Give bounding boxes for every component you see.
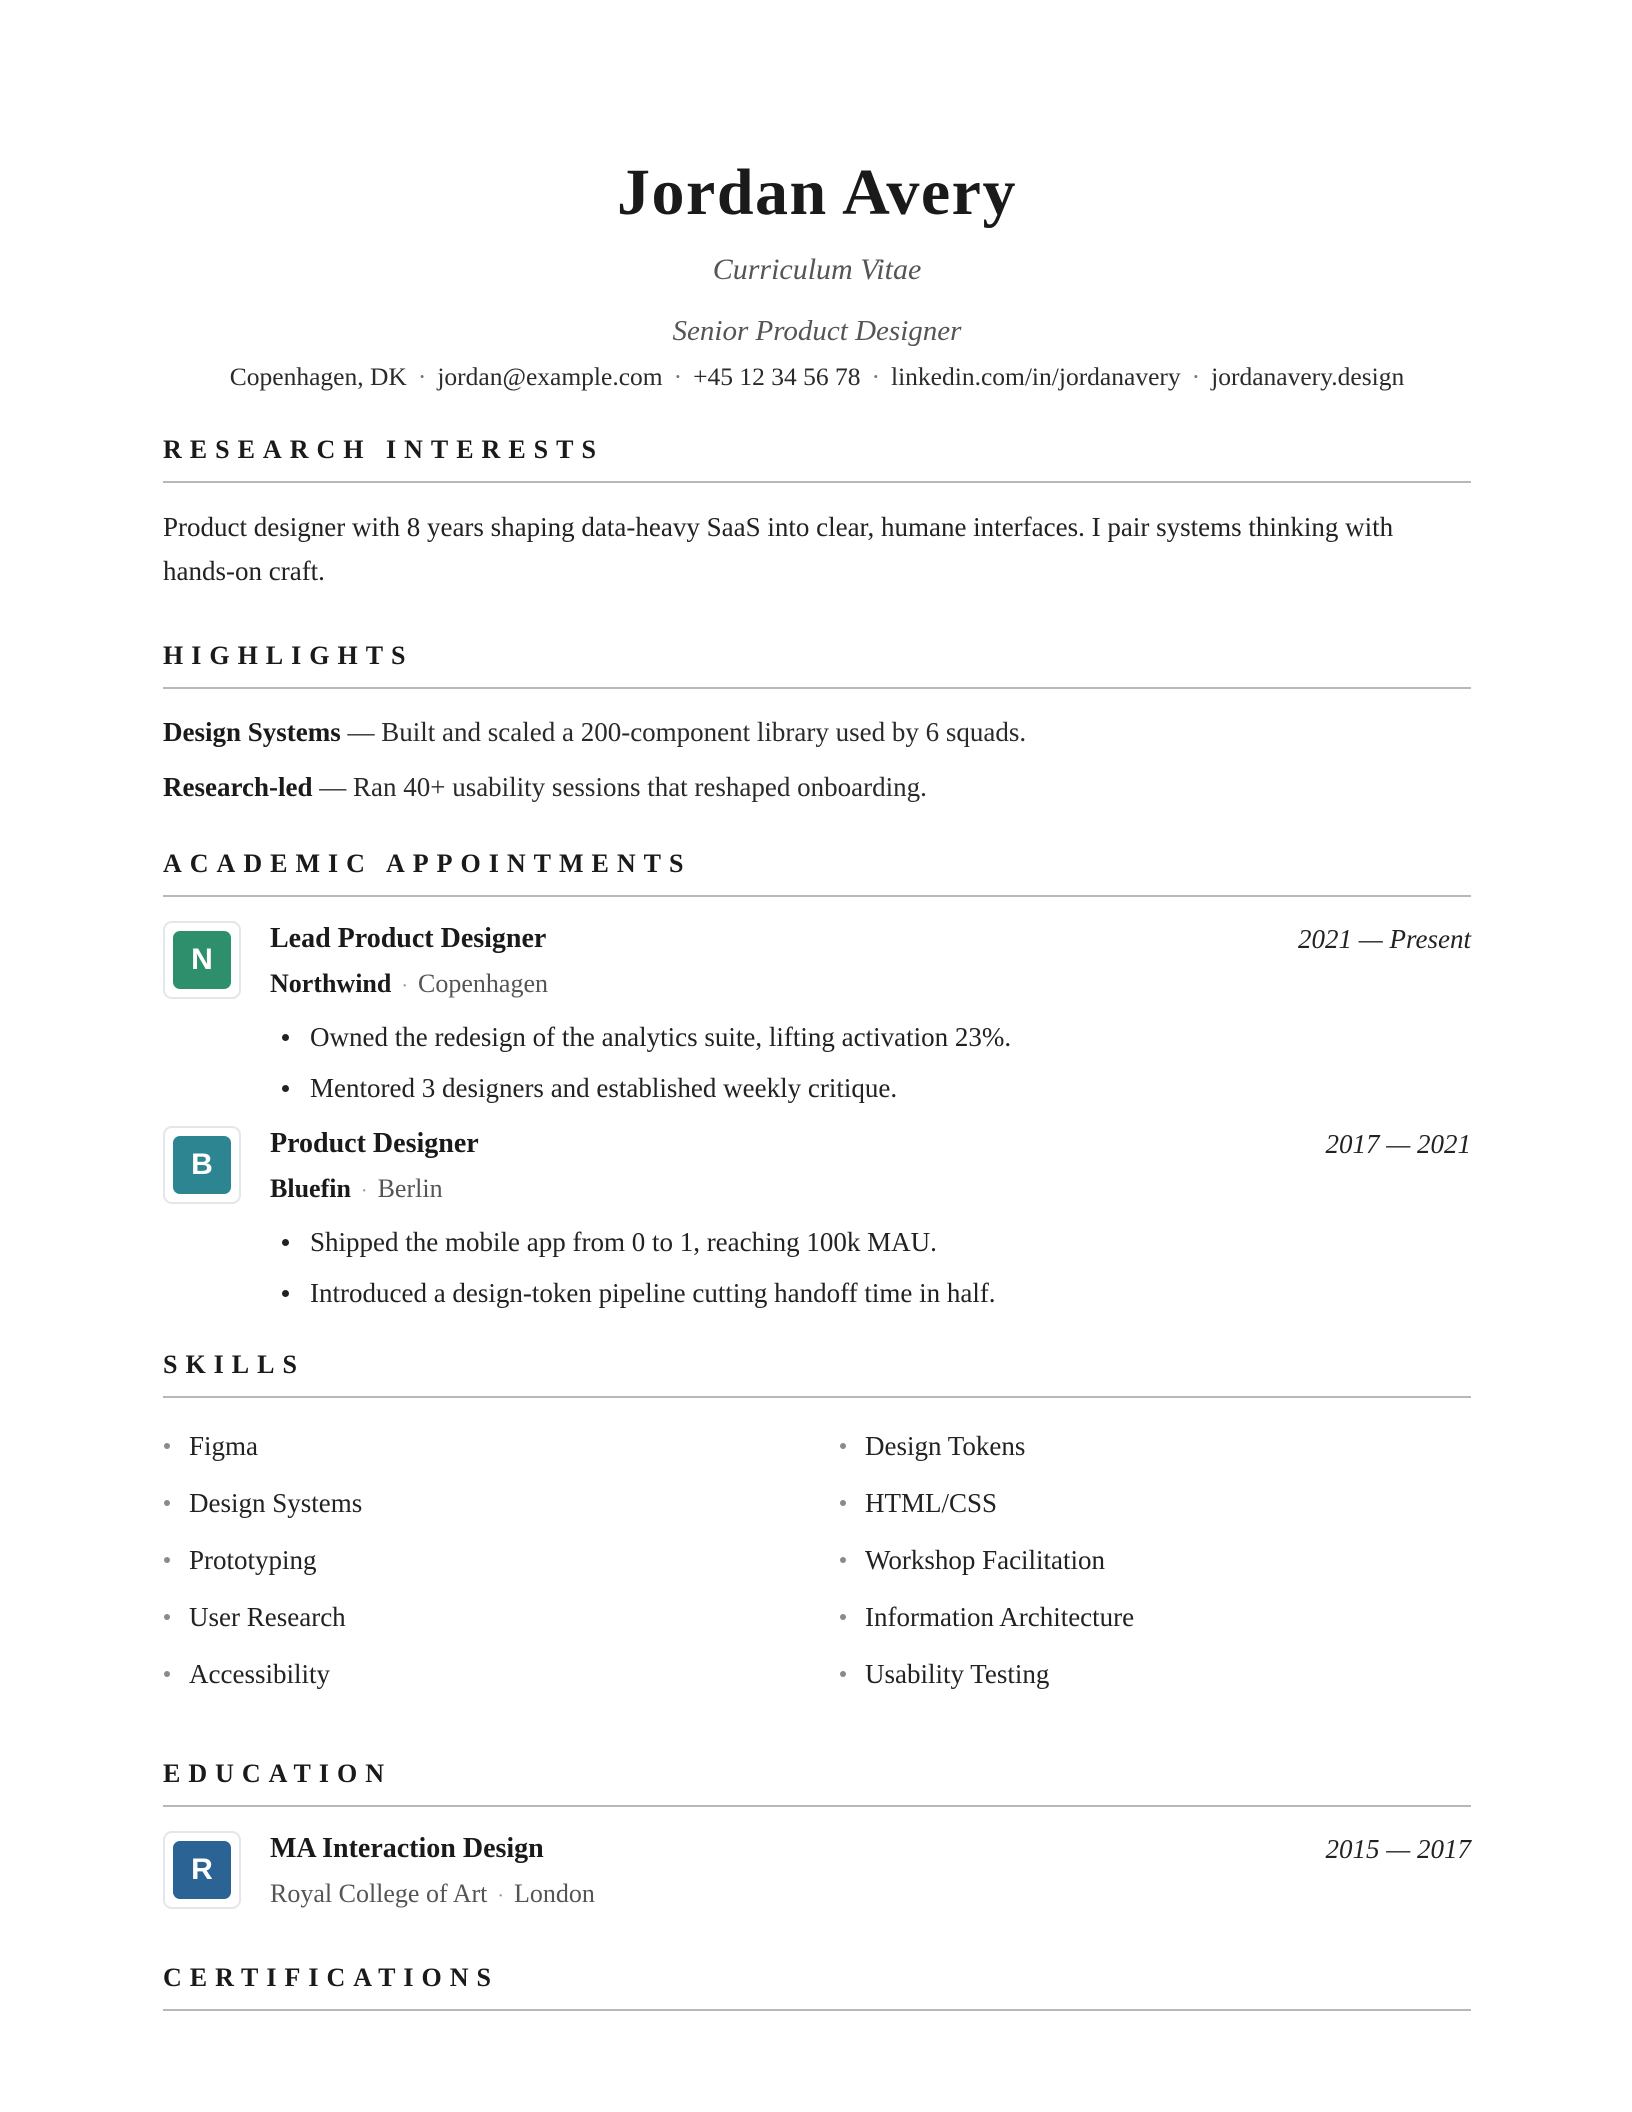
role-title: Lead Product Designer xyxy=(270,923,547,954)
contact-separator: · xyxy=(673,362,683,391)
org-separator: · xyxy=(497,1885,505,1907)
section-title: EDUCATION xyxy=(163,1757,1471,1807)
skill-item: Accessibility xyxy=(163,1656,839,1692)
appointment-entry xyxy=(163,921,1471,1106)
section-certifications xyxy=(163,1961,1471,2011)
degree-title: MA Interaction Design xyxy=(270,1833,544,1864)
contact-separator: · xyxy=(417,362,427,391)
skill-item: User Research xyxy=(163,1599,839,1635)
education-body xyxy=(270,1831,1471,1913)
highlight-text: — Ran 40+ usability sessions that reshaped onboarding. xyxy=(312,772,927,802)
section-title: HIGHLIGHTS xyxy=(163,639,1471,689)
section-highlights xyxy=(163,639,1471,805)
contact-line xyxy=(163,361,1471,393)
section-title: ACADEMIC APPOINTMENTS xyxy=(163,847,1471,897)
school-location: London xyxy=(514,1879,595,1908)
highlight-item xyxy=(163,714,1471,750)
role-bullet: Shipped the mobile app from 0 to 1, reaching 100k MAU. xyxy=(270,1224,1471,1260)
skill-item: Workshop Facilitation xyxy=(839,1542,1471,1578)
candidate-name: Jordan Avery xyxy=(617,156,1017,229)
highlight-label: Design Systems xyxy=(163,717,341,747)
school-name: Royal College of Art xyxy=(270,1879,488,1908)
degree-dates: 2015 — 2017 xyxy=(1325,1834,1471,1864)
organization-name: Bluefin xyxy=(270,1174,351,1203)
section-title: RESEARCH INTERESTS xyxy=(163,433,1471,483)
skill-item: Prototyping xyxy=(163,1542,839,1578)
company-logo xyxy=(163,1126,241,1204)
role-organization xyxy=(270,967,1471,1003)
logo-letter: R xyxy=(173,1841,231,1899)
org-separator: · xyxy=(360,1180,368,1202)
appointment-entry xyxy=(163,1126,1471,1311)
logo-letter: N xyxy=(173,931,231,989)
highlight-text: — Built and scaled a 200-component library used by 6 squads. xyxy=(340,717,1027,747)
highlight-label: Research-led xyxy=(163,772,313,802)
skill-item: Design Systems xyxy=(163,1485,839,1521)
organization-location: Copenhagen xyxy=(418,969,548,998)
contact-phone[interactable]: +45 12 34 56 78 xyxy=(693,362,861,391)
role-bullets xyxy=(270,1224,1471,1311)
section-research-interests xyxy=(163,433,1471,593)
section-skills xyxy=(163,1348,1471,1692)
skill-item: Information Architecture xyxy=(839,1599,1471,1635)
contact-separator: · xyxy=(1191,362,1201,391)
school-info xyxy=(270,1877,1471,1913)
role-bullet: Mentored 3 designers and established weekly critique. xyxy=(270,1070,1471,1106)
organization-location: Berlin xyxy=(377,1174,443,1203)
cv-header xyxy=(163,0,1471,393)
role-bullet: Owned the redesign of the analytics suite, lifting activation 23%. xyxy=(270,1019,1471,1055)
job-title: Senior Product Designer xyxy=(672,315,962,347)
appointment-body xyxy=(270,921,1471,1106)
section-title: SKILLS xyxy=(163,1348,1471,1398)
contact-separator: · xyxy=(871,362,880,391)
skills-grid xyxy=(163,1428,1471,1692)
section-title: CERTIFICATIONS xyxy=(163,1961,1471,2011)
skill-item: Usability Testing xyxy=(839,1656,1471,1692)
org-separator: · xyxy=(401,975,409,997)
role-title: Product Designer xyxy=(270,1128,479,1159)
contact-website[interactable]: jordanavery.design xyxy=(1211,362,1405,391)
role-bullet: Introduced a design-token pipeline cutting handoff time in half. xyxy=(270,1275,1471,1311)
appointment-body xyxy=(270,1126,1471,1311)
document-label: Curriculum Vitae xyxy=(712,253,922,286)
organization-name: Northwind xyxy=(270,969,392,998)
contact-location: Copenhagen, DK xyxy=(229,362,407,391)
role-bullets xyxy=(270,1019,1471,1106)
logo-letter: B xyxy=(173,1136,231,1194)
role-organization xyxy=(270,1172,1471,1208)
highlight-item xyxy=(163,769,1471,805)
role-dates: 2017 — 2021 xyxy=(1325,1129,1471,1159)
section-academic-appointments xyxy=(163,847,1471,1311)
skill-item: HTML/CSS xyxy=(839,1485,1471,1521)
contact-email[interactable]: jordan@example.com xyxy=(437,362,663,391)
company-logo xyxy=(163,921,241,999)
skill-item: Figma xyxy=(163,1428,839,1464)
role-dates: 2021 — Present xyxy=(1298,924,1471,954)
research-summary: Product designer with 8 years shaping data-heavy SaaS into clear, humane interfaces. I pair systems thinking with hands-on craft. xyxy=(163,512,1394,586)
skill-item: Design Tokens xyxy=(839,1428,1471,1464)
school-logo xyxy=(163,1831,241,1909)
education-entry xyxy=(163,1831,1471,1913)
cv-content xyxy=(163,0,1471,2011)
section-education xyxy=(163,1757,1471,1913)
contact-linkedin[interactable]: linkedin.com/in/jordanavery xyxy=(891,362,1181,391)
